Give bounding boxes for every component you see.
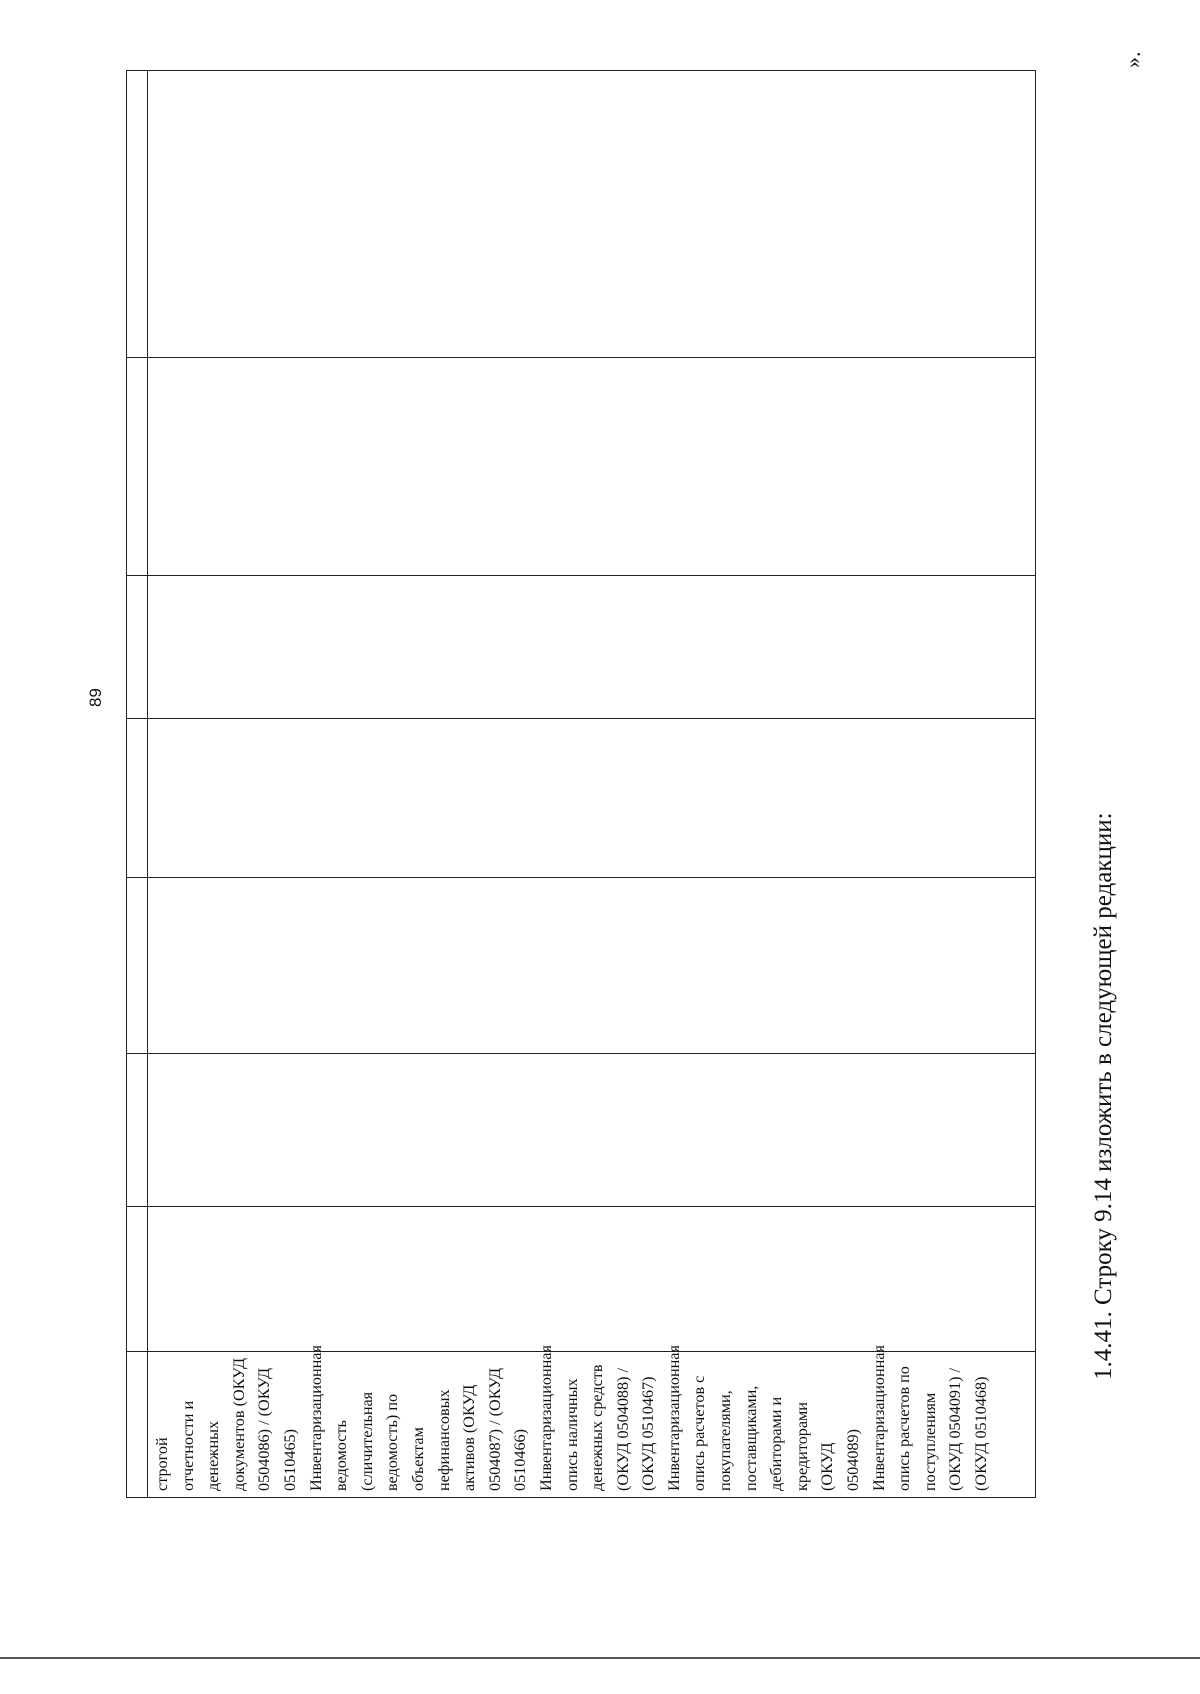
table-cell-document-names xyxy=(148,1345,1036,1498)
instruction-text: 1.4.41. Строку 9.14 изложить в следующей редакции: xyxy=(1090,812,1117,1380)
table-cell xyxy=(127,878,148,1054)
table-cell xyxy=(127,358,148,576)
table-cell xyxy=(127,576,148,719)
table-cell xyxy=(148,1054,1036,1207)
scan-edge-line xyxy=(0,1657,1200,1659)
table-cell xyxy=(148,1207,1036,1352)
table-cell xyxy=(127,71,148,358)
table-cell xyxy=(148,878,1036,1054)
table-cell xyxy=(148,576,1036,719)
table-cell xyxy=(127,1054,148,1207)
table-cell xyxy=(127,719,148,878)
table-cell xyxy=(127,1207,148,1352)
table-entry: Инвентаризационная опись наличных денежных средств (ОКУД 0504088) / (ОКУД 0510467) xyxy=(536,1345,658,1491)
table-cell-number xyxy=(127,1352,148,1498)
table-entry: Инвентаризационная ведомость (сличительная ведомость) по объектам нефинансовых активов (ОКУД 0504087) / (ОКУД 0510466) xyxy=(306,1345,530,1491)
table-cell xyxy=(148,358,1036,576)
rotated-page-content xyxy=(0,51,1200,1600)
closing-quote-mark: ». xyxy=(1120,51,1145,68)
table-entry: Инвентаризационная опись расчетов с покупателями, поставщиками, дебиторами и кредиторами (ОКУД 0504089) xyxy=(664,1345,863,1491)
table-cell xyxy=(148,71,1036,358)
page-number: 89 xyxy=(86,688,105,707)
table-cell xyxy=(148,719,1036,878)
document-table xyxy=(126,70,1036,1498)
table-entry: строгой отчетности и денежных документов (ОКУД 0504086) / (ОКУД 0510465) xyxy=(153,1358,299,1491)
table-entry: Инвентаризационная опись расчетов по поступлениям (ОКУД 0504091) / (ОКУД 0510468) xyxy=(869,1345,990,1491)
